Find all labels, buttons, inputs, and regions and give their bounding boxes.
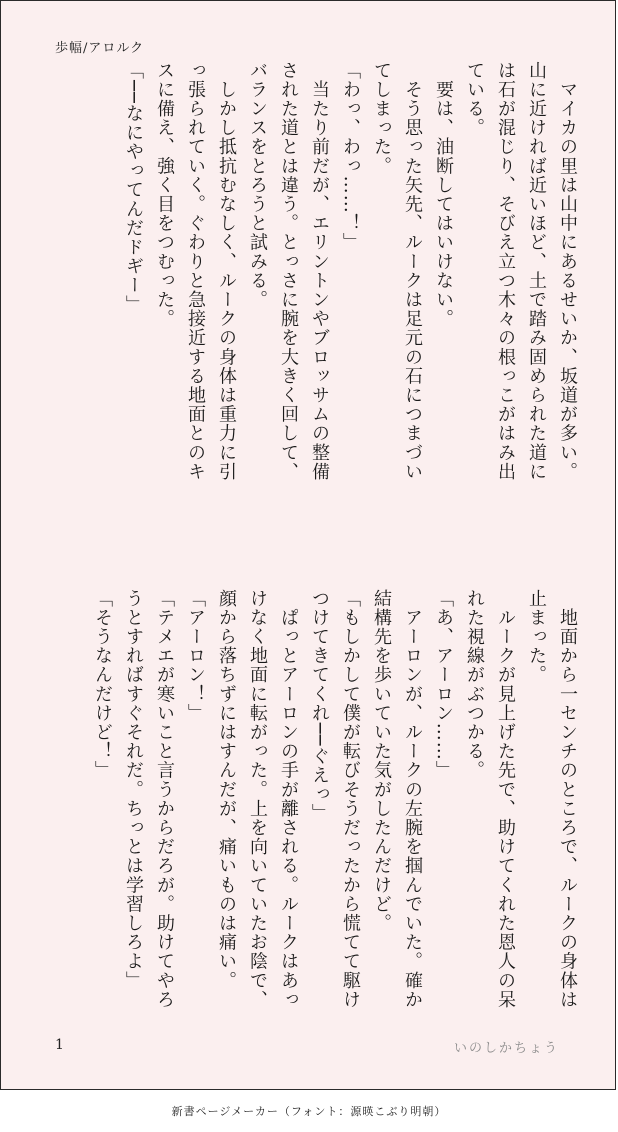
text-line: 山に近ければ近いほど、土で踏み固められた道に — [526, 61, 547, 482]
page-number: 1 — [55, 1037, 64, 1053]
text-line: 結構先を歩いていた気がしたんだけど。 — [371, 589, 392, 933]
generator-credit: 新書ページメーカー（フォント：源暎こぶり明朝） — [171, 1105, 447, 1118]
text-line: 当たり前だが、エリントンやブロッサムの整備 — [309, 61, 330, 482]
text-line: 止まった。 — [526, 589, 547, 685]
text-line: ルークが見上げた先で、助けてくれた恩人の呆 — [495, 589, 516, 1010]
text-line: 「わっ、わっ……！」 — [340, 61, 361, 252]
text-block-bottom — [87, 589, 583, 1029]
text-line: 要は、油断してはいけない。 — [433, 61, 454, 329]
text-line: 地面から一センチのところで、ルークの身体は — [557, 589, 578, 1010]
text-line: そう思った矢先、ルークは足元の石につまづい — [402, 61, 423, 482]
page-header-title: 歩幅/アロルク — [55, 41, 145, 56]
text-line: ぱっとアーロンの手が離される。ルークはあっ — [278, 589, 299, 1010]
text-line: ている。 — [464, 61, 485, 138]
text-line: スに備え、強く目をつむった。 — [154, 61, 175, 329]
text-line: てしまった。 — [371, 61, 392, 176]
text-line: アーロンが、ルークの左腕を掴んでいた。確か — [402, 589, 423, 1010]
text-line: された道とは違う。とっさに腕を大きく回して、 — [278, 61, 299, 482]
text-line: けなく地面に転がった。上を向いていたお陰で、 — [247, 589, 268, 1010]
text-line: しかし抵抗むなしく、ルークの身体は重力に引 — [216, 61, 237, 482]
text-line: マイカの里は山中にあるせいか、坂道が多い。 — [557, 61, 578, 482]
author-name: いのしかちょう — [453, 1041, 559, 1056]
text-line: れた視線がぶつかる。 — [464, 589, 485, 780]
text-line: 「──なにやってんだドギー」 — [123, 61, 144, 315]
text-line: 「アーロン！」 — [185, 589, 206, 723]
text-line: っ張られていく。ぐわりと急接近する地面とのキ — [185, 61, 206, 482]
text-line: 「そうなんだけど！」 — [92, 589, 113, 780]
text-line: 「もしかして僕が転びそうだったから慌てて駆け — [340, 589, 361, 1010]
text-line: 「テメエが寒いこと言うからだろが。助けてやろ — [154, 589, 175, 1010]
text-line: 顔から落ちずにはすんだが、痛いものは痛い。 — [216, 589, 237, 991]
text-line: つけてきてくれ──ぐえっ」 — [309, 589, 330, 823]
text-block-top — [118, 61, 583, 541]
text-line: 「あ、アーロン……」 — [433, 589, 454, 780]
text-line: バランスをとろうと試みる。 — [247, 61, 268, 310]
text-line: うとすればすぐそれだ。ちっとは学習しろよ」 — [123, 589, 144, 991]
text-line: は石が混じり、そびえ立つ木々の根っこがはみ出 — [495, 61, 516, 482]
